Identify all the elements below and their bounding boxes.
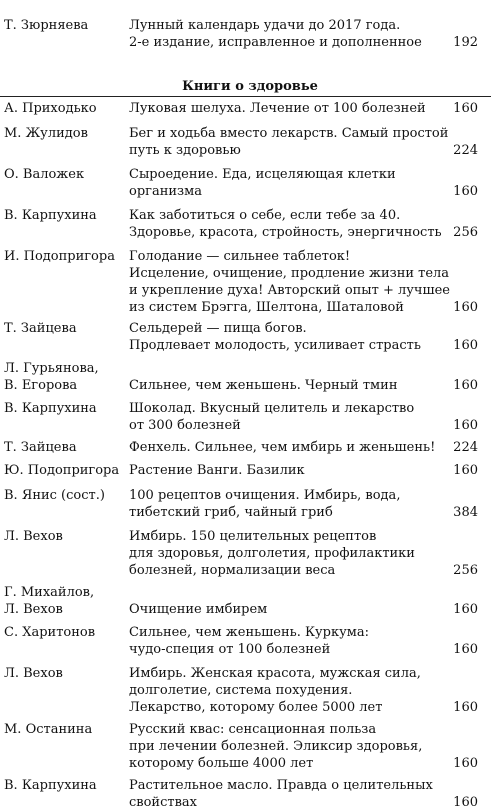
entry-title: Шоколад. Вкусный целитель и лекарство от 300 болезней xyxy=(129,401,415,433)
entry-author: В. Карпухина xyxy=(4,401,97,416)
entry-author: М. Жулидов xyxy=(4,126,88,141)
entry-pages: 160 xyxy=(453,756,478,771)
entry-pages: 160 xyxy=(453,602,478,617)
entry-title: Имбирь. 150 целительных рецептов для здоровья, долголетия, профилактики болезней, нормализации веса xyxy=(129,529,415,578)
entry-title: Очищение имбирем xyxy=(129,602,268,617)
entry-title: Сыроедение. Еда, исцеляющая клетки организма xyxy=(129,167,396,199)
entry-author: Л. Вехов xyxy=(4,666,63,681)
entry-author: В. Карпухина xyxy=(4,208,97,223)
entry-author: М. Останина xyxy=(4,722,93,737)
entry-pages: 160 xyxy=(453,378,478,393)
section-rule xyxy=(0,96,491,97)
entry-pages: 160 xyxy=(453,700,478,715)
entry-pages: 160 xyxy=(453,642,478,657)
entry-pages: 160 xyxy=(453,418,478,433)
entry-author: Ю. Подопригора xyxy=(4,463,120,478)
entry-author: Т. Зайцева xyxy=(4,321,77,336)
entry-author: Г. Михайлов, Л. Вехов xyxy=(4,585,95,617)
entry-pages: 160 xyxy=(453,184,478,199)
entry-title: 100 рецептов очищения. Имбирь, вода, тибетский гриб, чайный гриб xyxy=(129,488,401,520)
entry-title: Луковая шелуха. Лечение от 100 болезней xyxy=(129,101,426,116)
entry-pages: 224 xyxy=(453,143,478,158)
entry-author: О. Валожек xyxy=(4,167,85,182)
entry-title: Лунный календарь удачи до 2017 года. 2-е издание, исправленное и дополненное xyxy=(129,18,422,50)
entry-pages: 160 xyxy=(453,338,478,353)
entry-title: Как заботиться о себе, если тебе за 40. Здоровье, красота, стройность, энергичность xyxy=(129,208,442,240)
entry-pages: 384 xyxy=(453,505,478,520)
entry-author: В. Карпухина xyxy=(4,778,97,793)
entry-title: Голодание — сильнее таблеток! Исцеление, очищение, продление жизни тела и укрепление духа! Авторский опыт + лучшее из систем Брэгга, Шелтона, Шаталовой xyxy=(129,249,450,315)
entry-pages: 160 xyxy=(453,101,478,116)
entry-author: И. Подопригора xyxy=(4,249,115,264)
entry-author: С. Харитонов xyxy=(4,625,96,640)
catalog-entry xyxy=(0,17,500,57)
entry-title: Растение Ванги. Базилик xyxy=(129,463,305,478)
entry-title: Имбирь. Женская красота, мужская сила, долголетие, система похудения. Лекарство, которому более 5000 лет xyxy=(129,666,421,715)
entry-author: Л. Гурьянова, В. Егорова xyxy=(4,361,99,393)
entry-author: Л. Вехов xyxy=(4,529,63,544)
entry-author: Т. Зайцева xyxy=(4,440,77,455)
entry-author: В. Янис (сост.) xyxy=(4,488,105,503)
entry-pages: 160 xyxy=(453,463,478,478)
entry-pages: 192 xyxy=(453,35,478,50)
entry-title: Русский квас: сенсационная польза при лечении болезней. Эликсир здоровья, которому больше 4000 лет xyxy=(129,722,423,771)
entry-title: Сильнее, чем женьшень. Куркума: чудо-специя от 100 болезней xyxy=(129,625,370,657)
entry-pages: 160 xyxy=(453,300,478,315)
entry-author: А. Приходько xyxy=(4,101,97,116)
entry-title: Сильнее, чем женьшень. Черный тмин xyxy=(129,378,398,393)
entry-pages: 224 xyxy=(453,440,478,455)
entry-title: Растительное масло. Правда о целительных свойствах xyxy=(129,778,433,810)
entry-title: Бег и ходьба вместо лекарств. Самый простой путь к здоровью xyxy=(129,126,449,158)
entry-pages: 256 xyxy=(453,225,478,240)
entry-pages: 160 xyxy=(453,795,478,810)
entry-author: Т. Зюрняева xyxy=(4,18,89,33)
entry-title: Фенхель. Сильнее, чем имбирь и женьшень! xyxy=(129,440,436,455)
entry-pages: 256 xyxy=(453,563,478,578)
section-title: Книги о здоровье xyxy=(182,79,318,94)
entry-title: Сельдерей — пища богов. Продлевает молодость, усиливает страсть xyxy=(129,321,421,353)
